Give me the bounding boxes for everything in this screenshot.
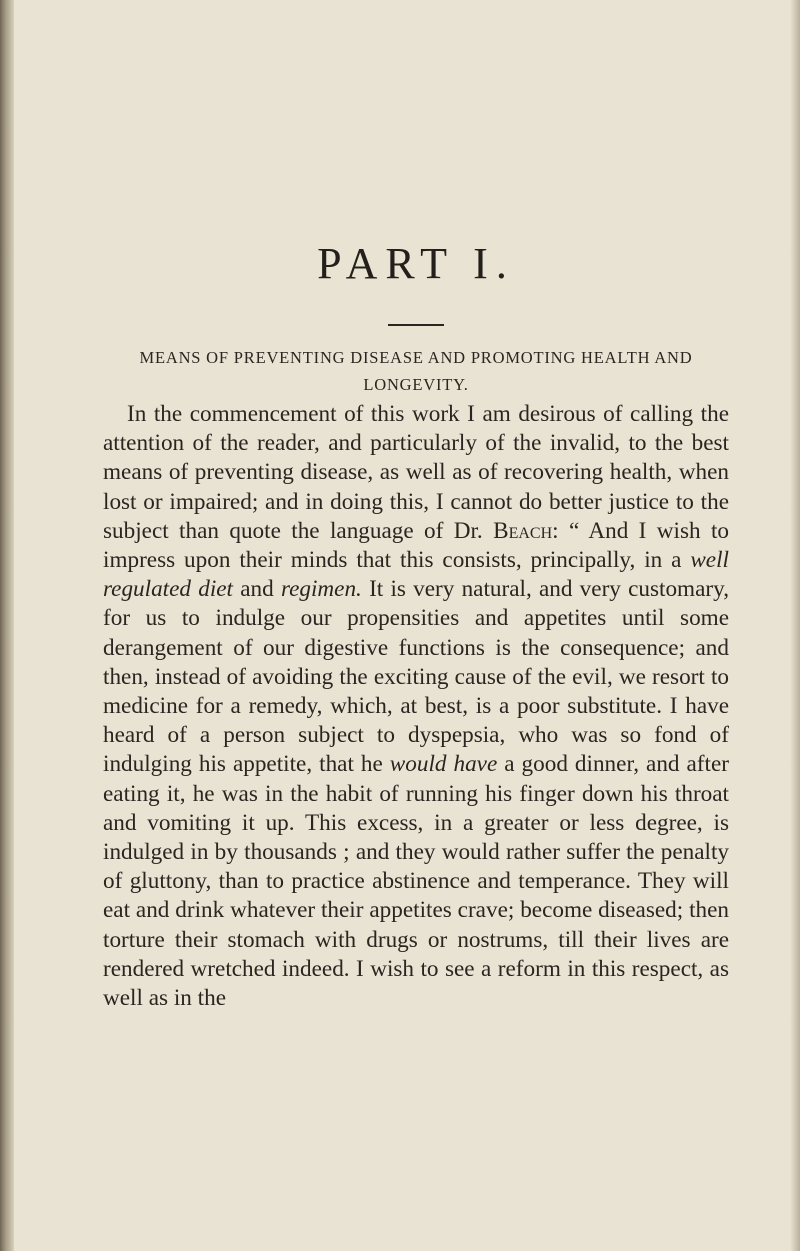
book-page — [103, 240, 729, 1013]
author-name: Beach — [493, 517, 553, 544]
page-right-edge — [790, 0, 800, 1251]
part-title: PART I. — [317, 239, 515, 288]
body-paragraph — [103, 400, 729, 1013]
text-run: In the commencement of this work I am desirous of calling the attention of the reader, and particularly of the invalid, to the best means of preventing disease, as well as of recovering health, when lost or impaired; and in doing this, I cannot do better justice to the subject than quote the language of Dr. — [103, 401, 729, 544]
italic-phrase: regimen. — [280, 576, 362, 603]
text-run: a good dinner, and after eating it, he was in the habit of running his finger down his throat and vomiting it up. This excess, in a greater or less degree, is indulged in by thousands ; and they would rather suffer the penalty of gluttony, than to practice abstinence and temperance. They will eat and drink whatever their appetites crave; become diseased; then torture their stomach with drugs or nostrums, till their lives are rendered wretched indeed. I wish to see a reform in this respect, as well as in the — [103, 751, 729, 1012]
text-run: and — [233, 576, 281, 603]
text-run: It is very natural, and very customary, for us to indulge our propensities and appetites until some derangement of our digestive functions is the consequence; and then, instead of avoiding the exciting cause of the evil, we resort to medicine for a remedy, which, at best, is a poor substitute. I have heard of a person subject to dyspepsia, who was so fond of indulging his appetite, that he — [103, 576, 729, 778]
chapter-subtitle: MEANS OF PREVENTING DISEASE AND PROMOTING HEALTH AND LONGEVITY. — [139, 348, 693, 394]
italic-phrase: would have — [389, 751, 498, 778]
italic-phrase: well regulated diet — [103, 547, 729, 603]
text-run: : “ And I wish to impress upon their minds that this consists, principally, in a — [103, 517, 729, 574]
page-binding-edge — [0, 0, 14, 1251]
title-rule — [388, 324, 444, 326]
